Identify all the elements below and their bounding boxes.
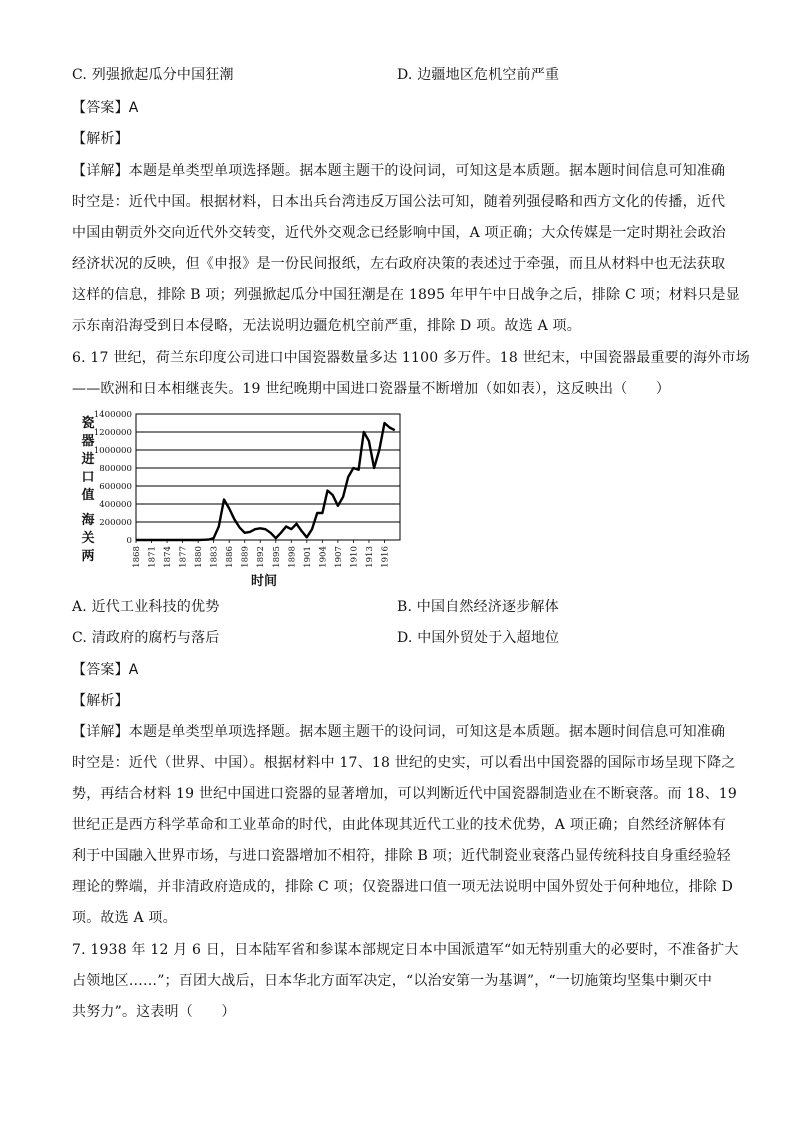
y-label-char: 两 <box>81 549 95 564</box>
chart-x-ticks <box>132 545 390 567</box>
q5-detail-line: 【详解】本题是单类型单项选择题。据本题主题干的设问词，可知这是本质题。据本题时间信息可知准确 <box>72 163 726 179</box>
y-label-char: 关 <box>81 531 95 546</box>
chart-grid <box>136 414 400 543</box>
x-tick-label: 1871 <box>147 546 158 568</box>
q7-stem-line: 7. 1938 年 12 月 6 日，日本陆军省和参谋本部规定日本中国派遣军“如无特别重大的必要时，不准备扩大 <box>72 942 739 958</box>
q5-detail-line: 示东南沿海受到日本侵略，无法说明边疆危机空前严重，排除 D 项。故选 A 项。 <box>72 318 581 334</box>
q5-option-d: D. 边疆地区危机空前严重 <box>397 67 560 83</box>
q6-detail-line: 世纪正是西方科学革命和工业革命的时代，由此体现其近代工业的技术优势，A 项正确；自然经济解体有 <box>72 817 726 833</box>
y-label-char: 瓷 <box>81 416 95 431</box>
chart-x-label: 时间 <box>250 574 278 589</box>
x-tick-label: 1910 <box>349 546 360 568</box>
y-tick-label: 1200000 <box>93 428 132 438</box>
q6-analysis-title: 【解析】 <box>72 693 129 709</box>
q6-detail-line: 利于中国融入世界市场，与进口瓷器增加不相符，排除 B 项；近代制瓷业衰落凸显传统科技自身重经验轻 <box>72 848 731 864</box>
q5-option-c: C. 列强掀起瓜分中国狂潮 <box>72 67 234 83</box>
y-label-char: 器 <box>81 434 95 449</box>
q5-detail-line: 经济状况的反映，但《申报》是一份民间报纸，左右政府决策的表述过于牵强，而且从材料中也无法获取 <box>72 256 726 272</box>
x-tick-label: 1868 <box>132 546 142 568</box>
porcelain-import-chart <box>72 405 412 591</box>
y-tick-label: 800000 <box>99 464 132 474</box>
plot-border <box>136 414 400 540</box>
q6-detail-line: 势，再结合材料 19 世纪中国进口瓷器的显著增加，可以判断近代中国瓷器制造业在不断衰落。而 18、19 <box>72 786 737 802</box>
q5-detail-line: 这样的信息，排除 B 项；列强掀起瓜分中国狂潮是在 1895 年甲午中日战争之后，排除 C 项；材料只是显 <box>72 287 740 303</box>
y-label-char: 进 <box>81 452 95 467</box>
q5-detail-line: 时空是：近代中国。根据材料，日本出兵台湾违反万国公法可知，随着列强侵略和西方文化的传播，近代 <box>72 194 726 210</box>
x-tick-label: 1880 <box>194 546 205 568</box>
q6-detail-line: 理论的弊端，并非清政府造成的，排除 C 项；仅瓷器进口值一项无法说明中国外贸处于何种地位，排除 D <box>72 879 734 895</box>
x-tick-label: 1883 <box>209 546 220 568</box>
chart-series-line <box>136 423 395 540</box>
x-tick-label: 1901 <box>302 546 313 568</box>
x-tick-label: 1904 <box>318 546 329 568</box>
y-label-char: 海 <box>81 513 95 528</box>
q5-detail-line: 中国由朝贡外交向近代外交转变，近代外交观念已经影响中国，A 项正确；大众传媒是一定时期社会政治 <box>72 225 726 241</box>
y-tick-label: 200000 <box>99 518 132 528</box>
y-tick-label: 400000 <box>99 500 132 510</box>
q7-stem-line: 共努力”。这表明（ ） <box>72 1004 236 1020</box>
chart-y-ticks <box>94 410 132 546</box>
x-tick-label: 1916 <box>380 546 391 568</box>
q6-detail-line: 项。故选 A 项。 <box>72 910 177 926</box>
x-tick-label: 1889 <box>240 546 251 568</box>
x-tick-label: 1895 <box>271 546 282 568</box>
y-tick-label: 1400000 <box>93 410 132 420</box>
x-tick-label: 1874 <box>163 546 174 568</box>
y-tick-label: 0 <box>126 536 132 546</box>
q6-stem-line: 6. 17 世纪，荷兰东印度公司进口中国瓷器数量多达 1100 多万件。18 世纪末，中国瓷器最重要的海外市场 <box>72 350 750 366</box>
q6-stem-line: ——欧洲和日本相继丧失。19 世纪晚期中国进口瓷器量不断增加（如如表），这反映出（ ） <box>72 381 671 397</box>
x-tick-label: 1886 <box>225 546 236 568</box>
q5-analysis-title: 【解析】 <box>72 131 129 147</box>
q6-detail-line: 【详解】本题是单类型单项选择题。据本题主题干的设问词，可知这是本质题。据本题时间信息可知准确 <box>72 724 726 740</box>
q6-option-a: A. 近代工业科技的优势 <box>72 599 220 615</box>
y-tick-label: 1000000 <box>93 446 132 456</box>
q6-option-d: D. 中国外贸处于入超地位 <box>397 630 560 646</box>
y-label-char: 值 <box>81 488 95 503</box>
q6-option-c: C. 清政府的腐朽与落后 <box>72 630 220 646</box>
q5-answer: 【答案】A <box>72 100 139 116</box>
q7-stem-line: 占领地区……”；百团大战后，日本华北方面军决定，“以治安第一为基调”，“一切施策均坚集中剿灭中 <box>72 973 713 989</box>
chart-y-label <box>80 415 95 564</box>
y-label-char: 口 <box>81 470 95 485</box>
x-tick-label: 1877 <box>178 546 189 568</box>
q6-answer: 【答案】A <box>72 662 139 678</box>
x-tick-label: 1892 <box>256 546 267 568</box>
x-tick-label: 1913 <box>364 546 375 568</box>
y-tick-label: 600000 <box>99 482 132 492</box>
x-tick-label: 1907 <box>333 546 344 568</box>
q6-option-b: B. 中国自然经济逐步解体 <box>397 599 559 615</box>
q6-detail-line: 时空是：近代（世界、中国）。根据材料中 17、18 世纪的史实，可以看出中国瓷器的国际市场呈现下降之 <box>72 755 736 771</box>
x-tick-label: 1898 <box>287 546 298 568</box>
